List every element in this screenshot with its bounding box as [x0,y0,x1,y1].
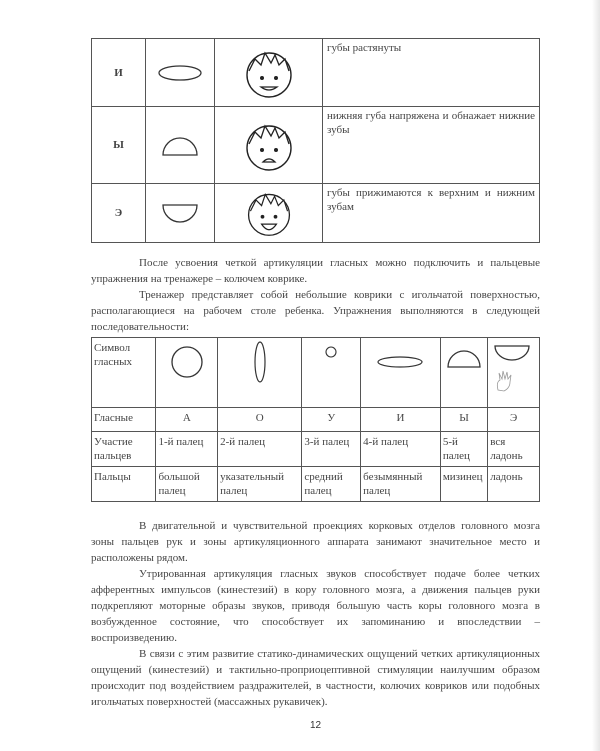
child-face-open-smile-icon [215,184,323,243]
small-circle-icon [302,338,361,408]
intro-text [91,255,540,335]
articulation-description: губы растянуты [323,39,540,107]
row-label: Пальцы [92,467,156,502]
finger-exercise-table [91,337,540,502]
vowel-letter: Ы [92,107,146,184]
vowel-cell: О [218,408,302,432]
wide-oval-icon [146,39,215,107]
finger-cell: ладонь [488,467,540,502]
finger-cell: большой палец [156,467,218,502]
finger-cell: мизинец [440,467,487,502]
participation-cell: 3-й палец [302,432,361,467]
table-row [92,184,540,243]
finger-cell: средний палец [302,467,361,502]
paragraph: В двигательной и чувствительной проекциях корковых отделов головного мозга зоны пальцев рук и зоны артикуляционного аппарата занимают значительное место и расположены рядом. [91,520,540,564]
paragraph: В связи с этим развитие статико-динамических ощущений четких артикуляционных ощущений (кинестезий) и тактильно-проприоцептивной стимуляции наилучшим образом происходит под воздействием раздражителей, в частности, колючих ковриков или подобных игольчатых поверхностей (массажных рукавичек). [91,648,540,708]
tall-oval-icon [218,338,302,408]
articulation-description: нижняя губа напряжена и обнажает нижние зубы [323,107,540,184]
child-face-smile-icon [215,39,323,107]
participation-cell: вся ладонь [488,432,540,467]
half-circle-down-icon [146,184,215,243]
scan-edge [592,0,600,751]
row-label: Символ гласных [92,338,156,408]
table-row [92,467,540,502]
articulation-description: губы прижимаются к верхним и нижним зубам [323,184,540,243]
table-row [92,338,540,408]
child-face-tense-icon [215,107,323,184]
participation-cell: 1-й палец [156,432,218,467]
half-circle-down-with-hand-icon [488,338,540,408]
articulation-table [91,38,540,243]
finger-cell: указательный палец [218,467,302,502]
paragraph: Утрированная артикуляция гласных звуков способствует подаче более четких афферентных импульсов (кинестезий) в кору головного мозга, а движения пальцев руки подкрепляют моторные образы звуков, приводя большую часть коры головного мозга в возбужденное состояние, что способствует их запоминанию и впоследствии – воспроизведению. [91,568,540,644]
table-row [92,408,540,432]
page-number: 12 [309,720,322,731]
paragraph: Тренажер представляет собой небольшие коврики с игольчатой поверхностью, располагающиеся на рабочем столе ребенка. Упражнения выполняются в следующей последовательности: [91,289,540,333]
participation-cell: 4-й палец [361,432,441,467]
wide-oval-icon [361,338,441,408]
vowel-cell: Э [488,408,540,432]
vowel-cell: У [302,408,361,432]
hand-icon [494,370,516,392]
table-row [92,107,540,184]
vowel-letter: Э [92,184,146,243]
row-label: Участие пальцев [92,432,156,467]
vowel-cell: А [156,408,218,432]
vowel-letter: И [92,39,146,107]
half-circle-up-icon [440,338,487,408]
row-label: Гласные [92,408,156,432]
finger-cell: безымянный палец [361,467,441,502]
vowel-cell: Ы [440,408,487,432]
vowel-cell: И [361,408,441,432]
paragraph: После усвоения четкой артикуляции гласных можно подключить и пальцевые упражнения на тренажере – колючем коврике. [91,257,540,285]
participation-cell: 2-й палец [218,432,302,467]
page-content [91,0,540,751]
table-row [92,39,540,107]
circle-icon [156,338,218,408]
table-row [92,432,540,467]
half-circle-up-icon [146,107,215,184]
body-text [91,518,540,710]
participation-cell: 5-й палец [440,432,487,467]
